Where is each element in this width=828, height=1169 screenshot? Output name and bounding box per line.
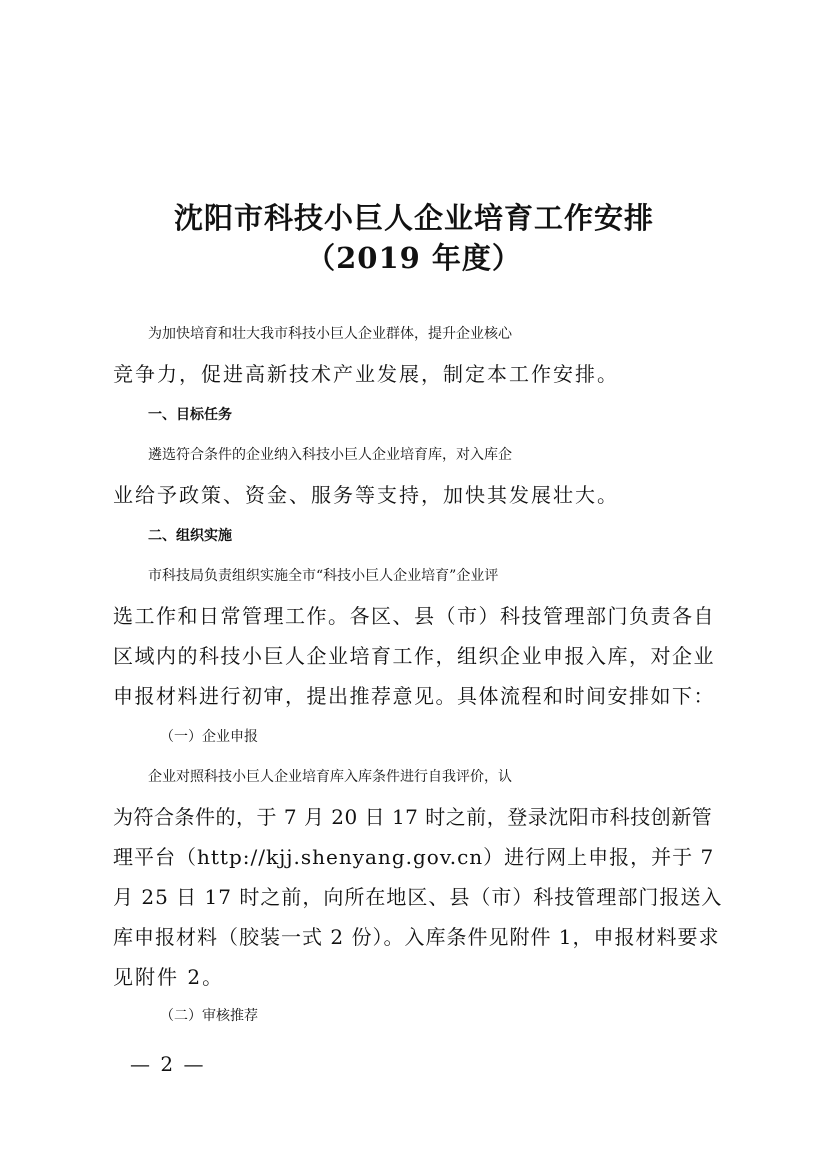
page-number: — 2 — — [130, 1052, 206, 1076]
section2-line-4: 申报材料进行初审，提出推荐意见。具体流程和时间安排如下： — [113, 684, 715, 708]
sub1-line-4: 月 25 日 17 时之前，向所在地区、县（市）科技管理部门报送入 — [113, 885, 723, 909]
sub1-line-5: 库申报材料（胶装一式 2 份）。入库条件见附件 1，申报材料要求 — [113, 925, 720, 949]
section-heading-1: 一、目标任务 — [148, 407, 232, 423]
intro-line-1: 为加快培育和壮大我市科技小巨人企业群体，提升企业核心 — [148, 326, 512, 342]
intro-line-2: 竞争力，促进高新技术产业发展，制定本工作安排。 — [113, 362, 619, 386]
subsection-heading-2: （二）审核推荐 — [160, 1008, 258, 1024]
section2-line-3: 区域内的科技小巨人企业培育工作，组织企业申报入库，对企业 — [113, 644, 715, 668]
section2-line-2: 选工作和日常管理工作。各区、县（市）科技管理部门负责各自 — [113, 604, 715, 628]
document-subtitle: （2019 年度） — [306, 241, 522, 275]
section1-line-2: 业给予政策、资金、服务等支持，加快其发展壮大。 — [113, 483, 619, 507]
sub1-line-2: 为符合条件的，于 7 月 20 日 17 时之前，登录沈阳市科技创新管 — [113, 805, 713, 829]
subsection-heading-1: （一）企业申报 — [160, 729, 258, 745]
sub1-line-6: 见附件 2。 — [113, 965, 225, 989]
document-title: 沈阳市科技小巨人企业培育工作安排 — [173, 201, 654, 235]
section-heading-2: 二、组织实施 — [148, 528, 232, 544]
section2-line-1: 市科技局负责组织实施全市“科技小巨人企业培育”企业评 — [148, 568, 499, 584]
sub1-line-3: 理平台（http://kjj.shenyang.gov.cn）进行网上申报，并于 7 — [113, 845, 715, 869]
section1-line-1: 遴选符合条件的企业纳入科技小巨人企业培育库，对入库企 — [148, 447, 512, 463]
sub1-line-1: 企业对照科技小巨人企业培育库入库条件进行自我评价，认 — [148, 769, 512, 785]
